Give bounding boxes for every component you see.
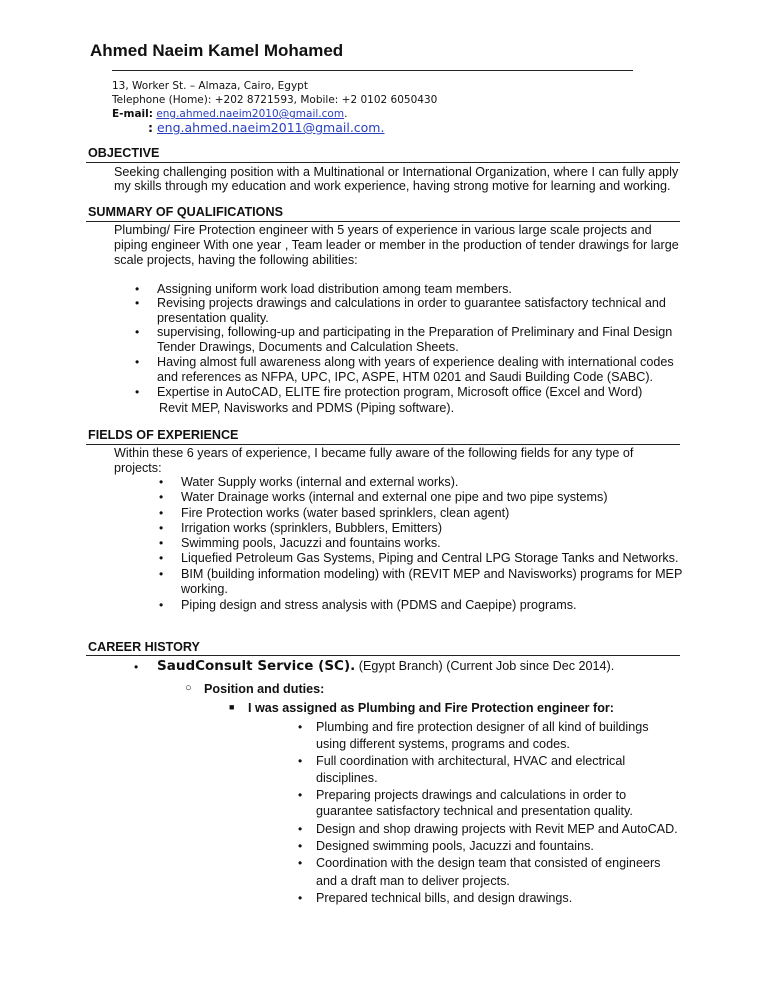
bullet-icon: •: [159, 536, 164, 550]
bullet-icon: •: [159, 521, 164, 535]
divider: [112, 70, 633, 71]
bullet-icon: •: [135, 385, 140, 399]
list-item-continuation: and a draft man to deliver projects.: [316, 874, 510, 888]
text-line: scale projects, having the following abilities:: [114, 253, 358, 267]
bullet-icon: •: [298, 788, 303, 802]
assigned-heading: I was assigned as Plumbing and Fire Protection engineer for:: [248, 701, 614, 715]
divider: [86, 444, 680, 445]
bullet-icon: •: [159, 598, 164, 612]
section-heading-summary: SUMMARY OF QUALIFICATIONS: [88, 205, 283, 219]
bullet-icon: •: [298, 839, 303, 853]
email-row-2: [148, 120, 384, 135]
list-item: Water Drainage works (internal and external one pipe and two pipe systems): [181, 490, 608, 504]
bullet-icon: •: [159, 551, 164, 565]
list-item: Coordination with the design team that consisted of engineers: [316, 856, 661, 870]
company-detail: (Egypt Branch) (Current Job since Dec 2014).: [358, 659, 615, 673]
email-prefix: :: [148, 120, 153, 135]
section-heading-objective: OBJECTIVE: [88, 146, 160, 160]
list-item-continuation: using different systems, programs and codes.: [316, 737, 570, 751]
list-item: Irrigation works (sprinklers, Bubblers, Emitters): [181, 521, 443, 535]
divider: [86, 221, 680, 222]
bullet-icon: •: [298, 720, 303, 734]
list-item: Swimming pools, Jacuzzi and fountains works.: [181, 536, 441, 550]
text-line: Plumbing/ Fire Protection engineer with 5 years of experience in various large scale projects and: [114, 223, 652, 237]
bullet-icon: •: [135, 325, 140, 339]
list-item-continuation: working.: [181, 582, 228, 596]
phone: Telephone (Home): +202 8721593, Mobile: +2 0102 6050430: [112, 94, 438, 106]
bullet-icon: •: [298, 891, 303, 905]
section-heading-career: CAREER HISTORY: [88, 640, 200, 654]
bullet-icon: •: [159, 567, 164, 581]
company-line: [157, 659, 614, 674]
divider: [86, 162, 680, 163]
email-link-2[interactable]: eng.ahmed.naeim2011@gmail.com.: [156, 120, 385, 135]
list-item: Preparing projects drawings and calculations in order to: [316, 788, 627, 802]
list-item-continuation: disciplines.: [316, 771, 378, 785]
list-item: Assigning uniform work load distribution among team members.: [157, 282, 512, 296]
list-item: Revising projects drawings and calculations in order to guarantee satisfactory technical and: [157, 296, 666, 310]
text-line: projects:: [114, 461, 162, 475]
divider: [86, 655, 680, 656]
circle-bullet-icon: ○: [185, 682, 192, 694]
list-item-continuation: guarantee satisfactory technical and presentation quality.: [316, 804, 633, 818]
list-item: Piping design and stress analysis with (PDMS and Caepipe) programs.: [181, 598, 577, 612]
bullet-icon: •: [159, 490, 164, 504]
list-item-continuation: and references as NFPA, UPC, IPC, ASPE, HTM 0201 and Saudi Building Code (SABC).: [157, 370, 654, 384]
bullet-icon: •: [135, 296, 140, 310]
email-link-1[interactable]: eng.ahmed.naeim2010@gmail.com: [156, 108, 345, 120]
list-item-continuation: Tender Drawings, Documents and Calculation Sheets.: [157, 340, 459, 354]
bullet-icon: •: [135, 355, 140, 369]
text-line: piping engineer With one year , Team leader or member in the production of tender drawings for large: [114, 238, 679, 252]
bullet-icon: •: [298, 822, 303, 836]
list-item: Full coordination with architectural, HVAC and electrical: [316, 754, 626, 768]
list-item: supervising, following-up and participating in the Preparation of Preliminary and Final Design: [157, 325, 673, 339]
list-item: BIM (building information modeling) with (REVIT MEP and Navisworks) programs for MEP: [181, 567, 683, 581]
bullet-icon: •: [298, 856, 303, 870]
list-item: Fire Protection works (water based sprinklers, clean agent): [181, 506, 510, 520]
list-item: Plumbing and fire protection designer of all kind of buildings: [316, 720, 649, 734]
email-suffix: .: [344, 108, 348, 120]
candidate-name: Ahmed Naeim Kamel Mohamed: [90, 41, 344, 60]
list-item: Prepared technical bills, and design drawings.: [316, 891, 573, 905]
list-item-continuation: Revit MEP, Navisworks and PDMS (Piping software).: [159, 401, 455, 415]
bullet-icon: •: [159, 475, 164, 489]
bullet-icon: •: [135, 282, 140, 296]
text-line: Within these 6 years of experience, I became fully aware of the following fields for any type of: [114, 446, 634, 460]
list-item: Design and shop drawing projects with Revit MEP and AutoCAD.: [316, 822, 678, 836]
company-name: SaudConsult Service (SC).: [157, 658, 356, 674]
address: 13, Worker St. – Almaza, Cairo, Egypt: [112, 80, 308, 92]
text-line: my skills through my education and work experience, having strong motive for learning and working.: [114, 179, 671, 193]
section-heading-fields: FIELDS OF EXPERIENCE: [88, 428, 239, 442]
list-item: Water Supply works (internal and external works).: [181, 475, 459, 489]
email-label: E-mail:: [112, 108, 153, 120]
bullet-icon: •: [298, 754, 303, 768]
position-heading: Position and duties:: [204, 682, 325, 696]
bullet-icon: •: [159, 506, 164, 520]
list-item-continuation: presentation quality.: [157, 311, 269, 325]
list-item: Expertise in AutoCAD, ELITE fire protection program, Microsoft office (Excel and Word): [157, 385, 643, 399]
list-item: Having almost full awareness along with years of experience dealing with international codes: [157, 355, 674, 369]
list-item: Liquefied Petroleum Gas Systems, Piping and Central LPG Storage Tanks and Networks.: [181, 551, 679, 565]
square-bullet-icon: ■: [229, 702, 235, 712]
bullet-icon: •: [134, 660, 139, 674]
list-item: Designed swimming pools, Jacuzzi and fountains.: [316, 839, 594, 853]
text-line: Seeking challenging position with a Multinational or International Organization, where I can fully apply: [114, 165, 679, 179]
